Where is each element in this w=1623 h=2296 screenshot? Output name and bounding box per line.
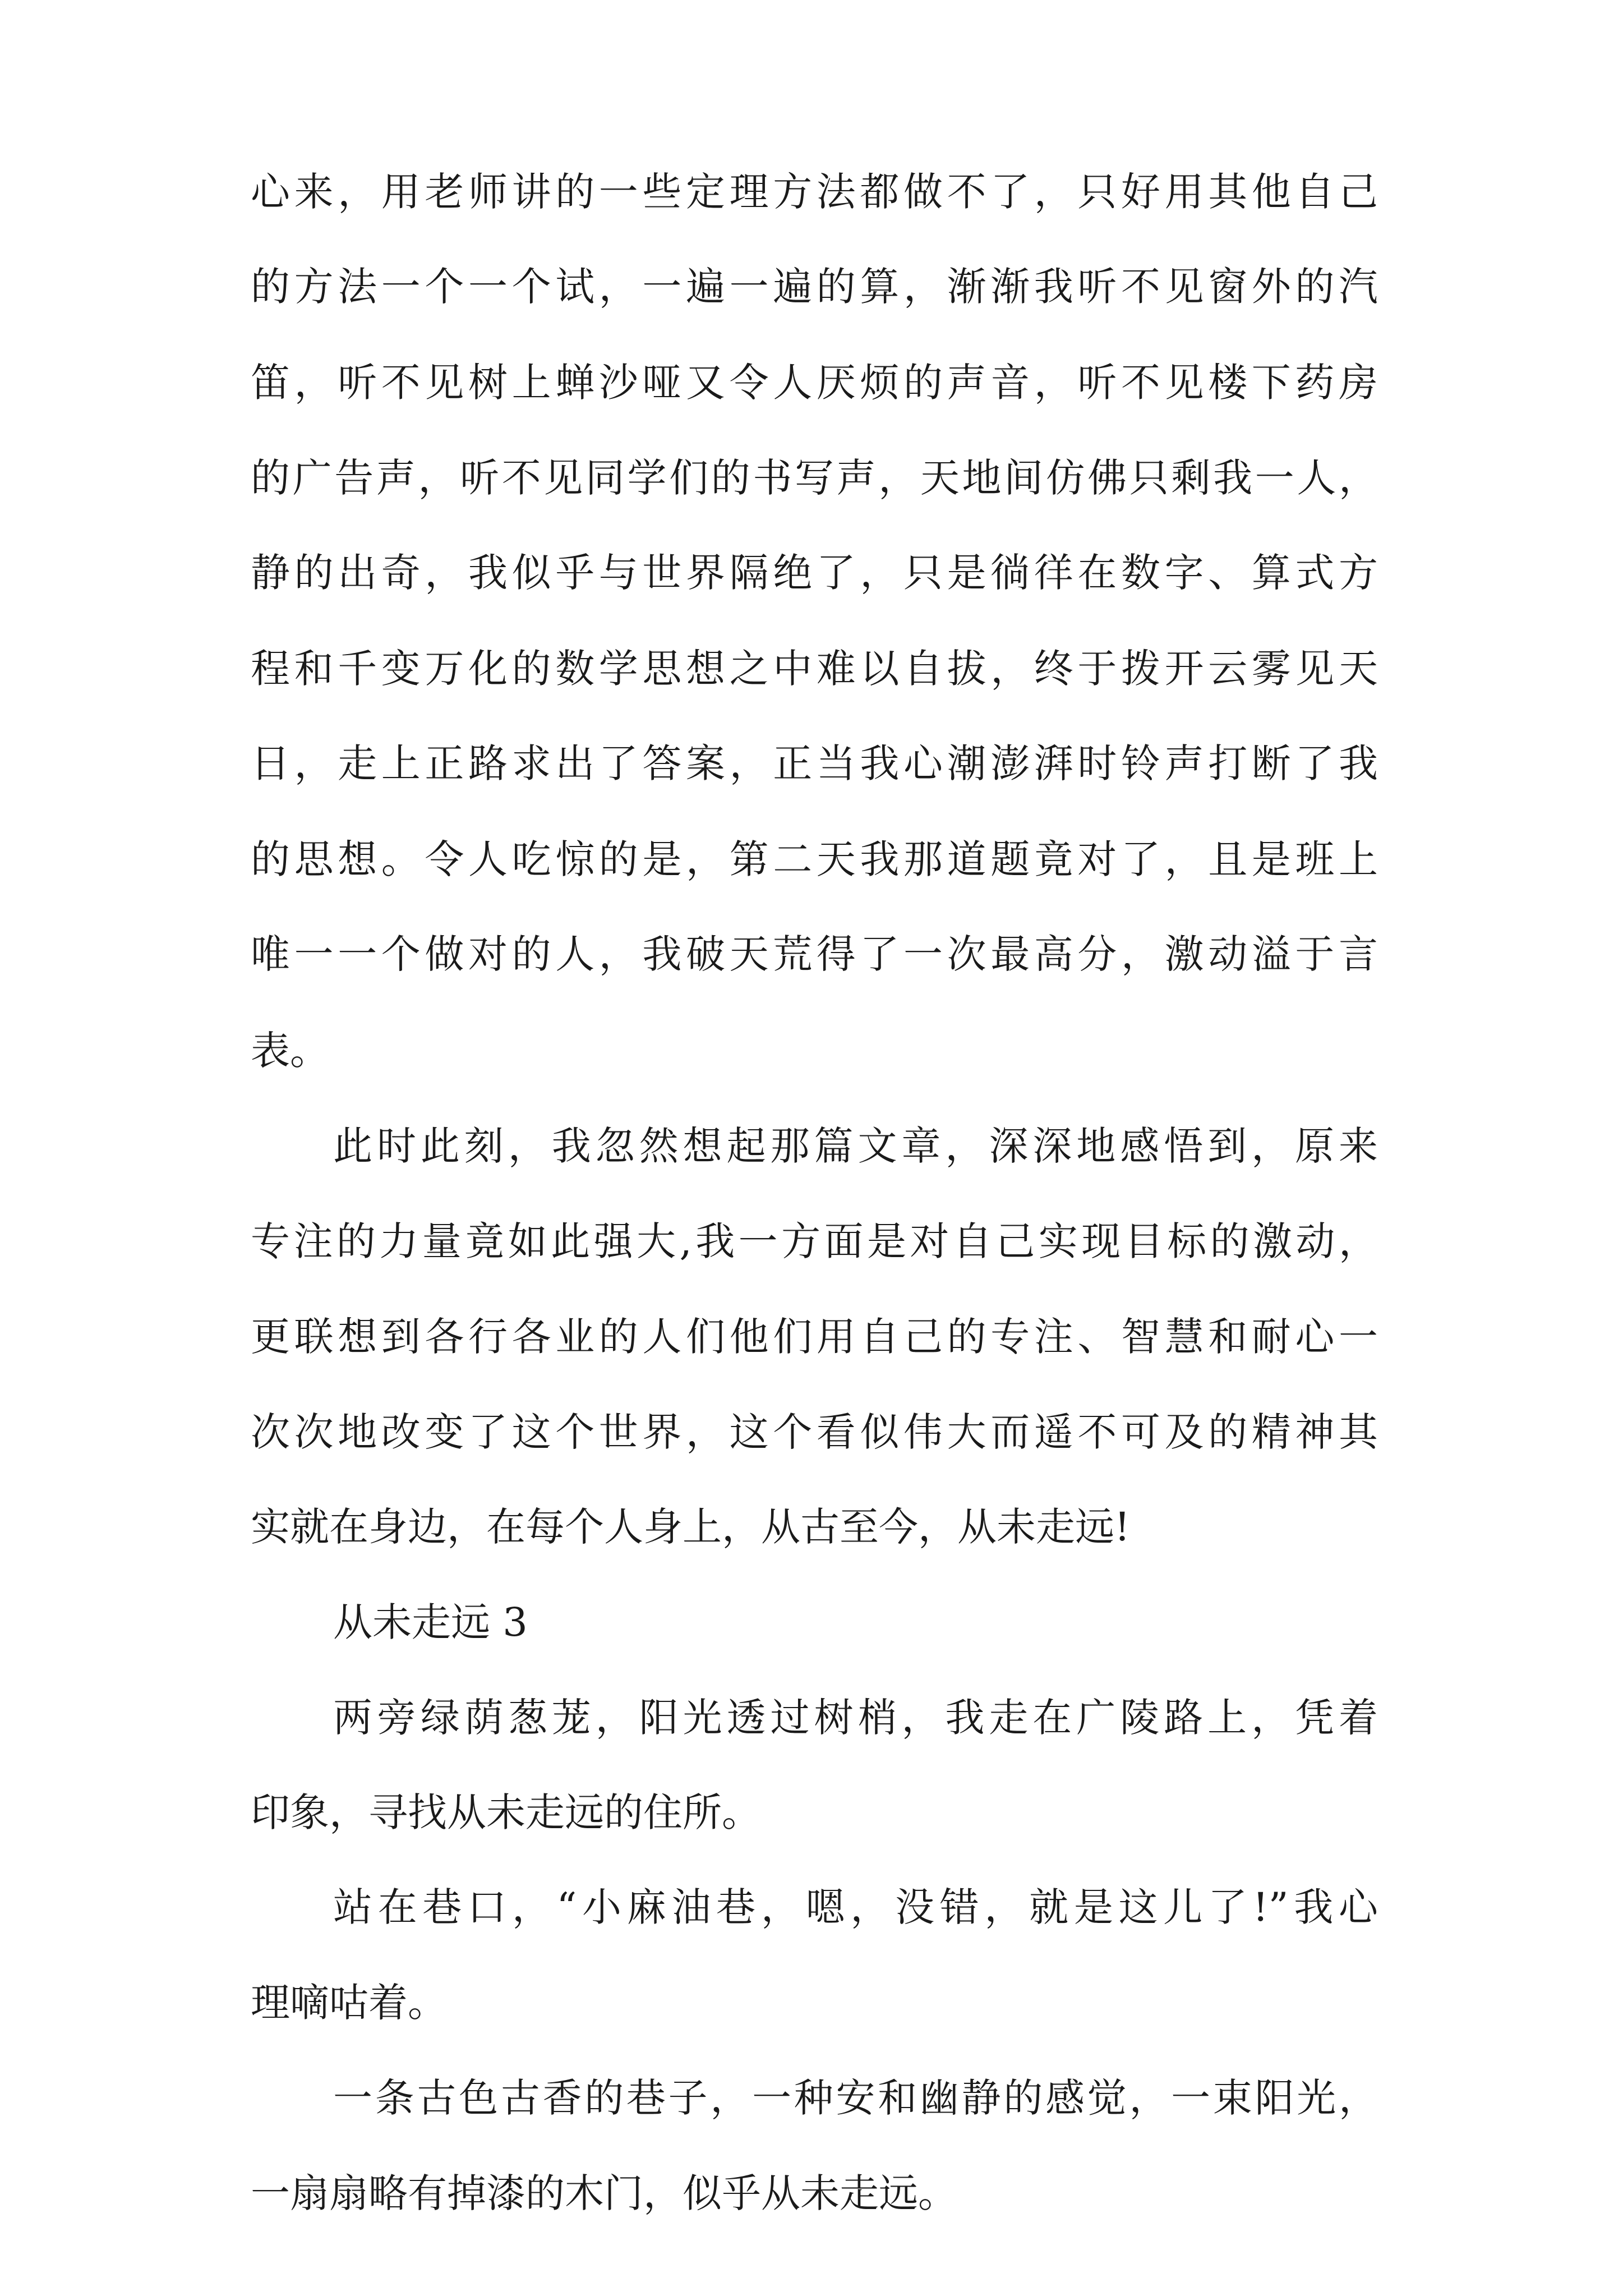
text-line: 表。 — [251, 1028, 329, 1074]
text-line: 实就在身边，在每个人身上，从古至今，从未走远! — [251, 1504, 1131, 1550]
text-line: 更联想到各行各业的人们他们用自己的专注、智慧和耐心一 — [251, 1314, 1378, 1360]
text-line: 一条古色古香的巷子，一种安和幽静的感觉，一束阳光， — [333, 2075, 1378, 2121]
text-line: 的思想。令人吃惊的是，第二天我那道题竟对了，且是班上 — [251, 836, 1378, 882]
text-line: 理嘀咕着。 — [251, 1980, 447, 2026]
text-line: 心来，用老师讲的一些定理方法都做不了，只好用其他自己 — [251, 169, 1378, 215]
text-line: 此时此刻，我忽然想起那篇文章，深深地感悟到，原来 — [333, 1123, 1378, 1169]
text-line: 两旁绿荫葱茏，阳光透过树梢，我走在广陵路上，凭着 — [333, 1695, 1378, 1741]
text-line: 的广告声，听不见同学们的书写声，天地间仿佛只剩我一人， — [251, 455, 1378, 501]
text-line: 笛，听不见树上蝉沙哑又令人厌烦的声音，听不见楼下药房 — [251, 360, 1378, 406]
text-line: 从未走远 3 — [333, 1599, 528, 1645]
text-line: 唯一一个做对的人，我破天荒得了一次最高分，激动溢于言 — [251, 931, 1378, 977]
text-line: 静的出奇，我似乎与世界隔绝了，只是徜徉在数字、算式方 — [251, 550, 1378, 596]
text-line: 一扇扇略有掉漆的木门，似乎从未走远。 — [251, 2170, 957, 2216]
text-line: 程和千变万化的数学思想之中难以自拔，终于拨开云雾见天 — [251, 646, 1378, 692]
text-line: 站在巷口，“小麻油巷，嗯，没错，就是这儿了!”我心 — [333, 1884, 1378, 1930]
text-line: 印象，寻找从未走远的住所。 — [251, 1789, 761, 1835]
text-line: 日，走上正路求出了答案，正当我心潮澎湃时铃声打断了我 — [251, 740, 1378, 786]
text-line: 专注的力量竟如此强大,我一方面是对自己实现目标的激动， — [251, 1218, 1378, 1264]
text-line: 的方法一个一个试，一遍一遍的算，渐渐我听不见窗外的汽 — [251, 264, 1378, 310]
text-line: 次次地改变了这个世界，这个看似伟大而遥不可及的精神其 — [251, 1409, 1378, 1455]
